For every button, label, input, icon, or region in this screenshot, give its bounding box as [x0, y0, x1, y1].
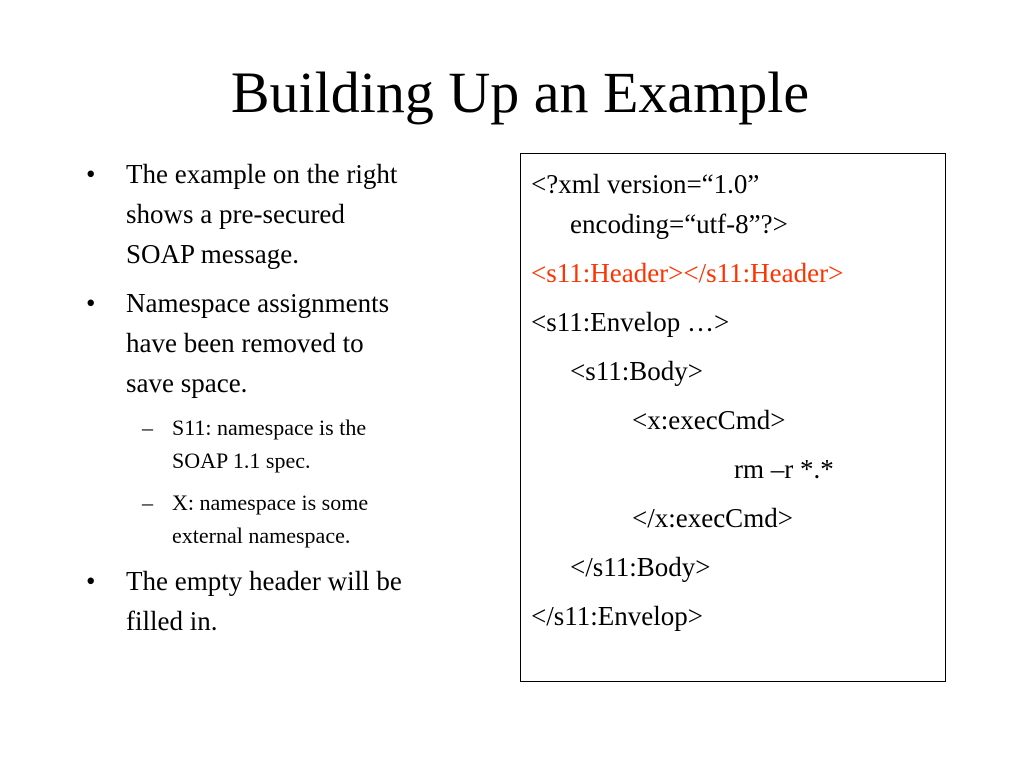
code-line: </s11:Envelop>: [531, 601, 703, 631]
bullet-marker: •: [86, 288, 96, 318]
bullet-list: [86, 154, 496, 650]
sub-bullet-item: [86, 486, 496, 552]
bullet-text-line: filled in.: [126, 606, 218, 636]
bullet-text-line: save space.: [126, 368, 248, 398]
bullet-text-line: Namespace assignments: [126, 288, 390, 318]
code-line: rm –r *.*: [734, 454, 834, 484]
sub-bullet-text-line: X: namespace is some: [172, 490, 369, 515]
code-line: <x:execCmd>: [632, 405, 786, 435]
code-line: <?xml version=“1.0”: [531, 169, 760, 199]
code-line: <s11:Envelop …>: [531, 307, 730, 337]
sub-bullet-list: [86, 411, 496, 552]
code-line: </s11:Body>: [570, 552, 711, 582]
bullet-item: [86, 154, 496, 274]
code-line: </x:execCmd>: [632, 503, 793, 533]
bullet-item: [86, 561, 496, 641]
bullet-text-line: have been removed to: [126, 328, 364, 358]
code-line-highlighted: <s11:Header></s11:Header>: [531, 258, 844, 288]
bullet-text-line: The empty header will be: [126, 566, 402, 596]
code-example-box: [520, 153, 946, 682]
bullet-text-line: shows a pre-secured: [126, 199, 345, 229]
bullet-item: [86, 283, 496, 403]
sub-bullet-text-line: S11: namespace is the: [172, 415, 367, 440]
sub-bullet-marker: –: [142, 490, 153, 515]
bullet-text-line: The example on the right: [126, 159, 398, 189]
code-line: <s11:Body>: [570, 356, 703, 386]
sub-bullet-item: [86, 411, 496, 477]
sub-bullet-text-line: external namespace.: [172, 523, 351, 548]
slide-title: Building Up an Example: [230, 60, 810, 125]
sub-bullet-text-line: SOAP 1.1 spec.: [172, 448, 311, 473]
bullet-text-line: SOAP message.: [126, 239, 299, 269]
code-line: encoding=“utf-8”?>: [570, 209, 788, 239]
bullet-marker: •: [86, 566, 96, 596]
sub-bullet-marker: –: [142, 415, 153, 440]
bullet-marker: •: [86, 159, 96, 189]
